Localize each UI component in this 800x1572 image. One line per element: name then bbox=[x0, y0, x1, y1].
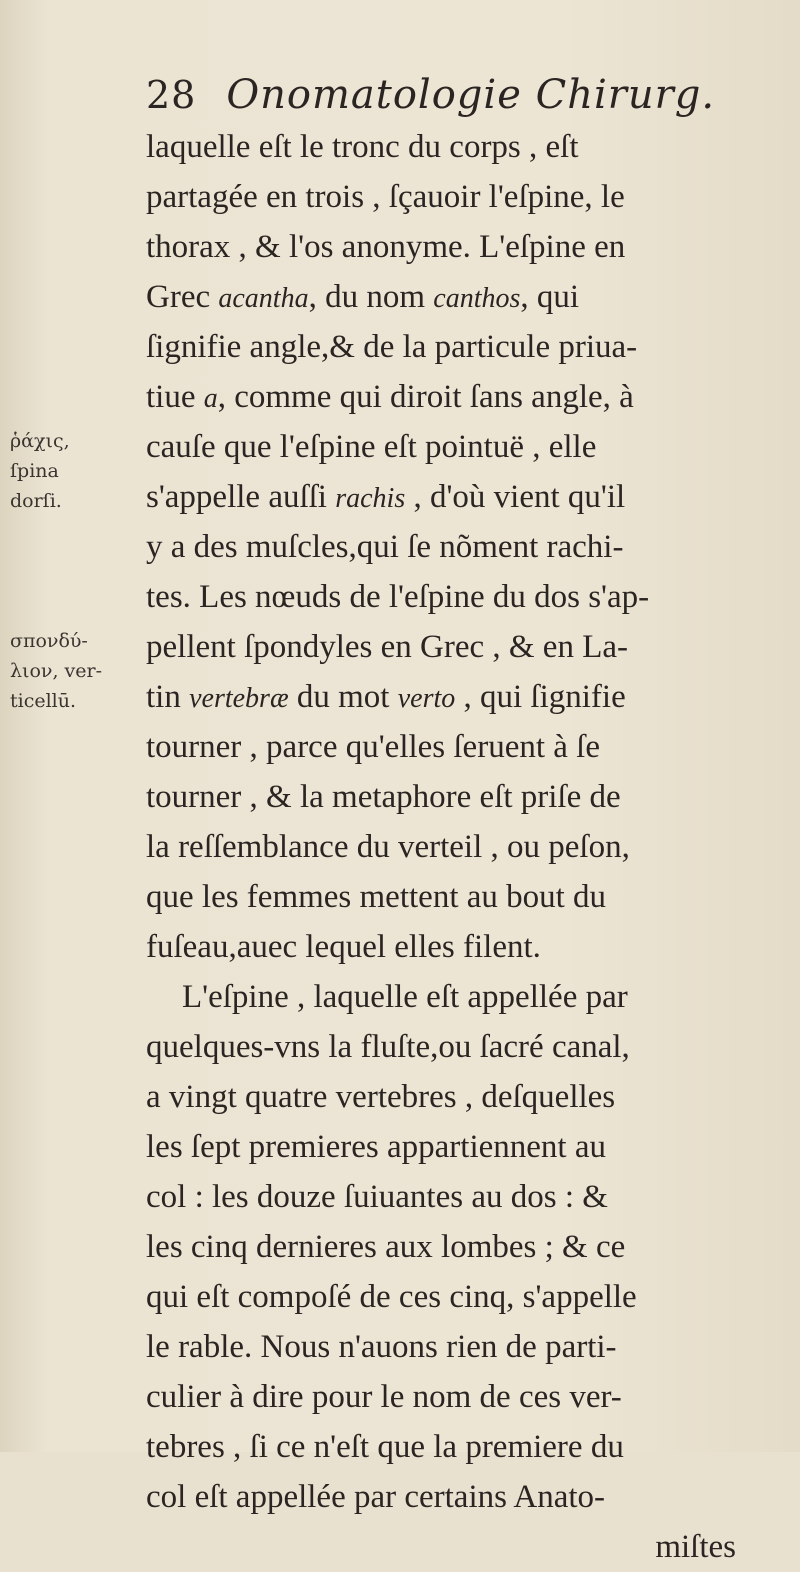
text-run: le rable. Nous n'auons rien de parti- bbox=[146, 1329, 617, 1365]
text-line bbox=[146, 1072, 746, 1122]
text-run: col : les douze ſuiuantes au dos : & bbox=[146, 1179, 608, 1215]
text-line bbox=[146, 1122, 746, 1172]
text-line bbox=[146, 122, 746, 172]
text-line bbox=[146, 1172, 746, 1222]
italic-term: canthos bbox=[433, 283, 521, 314]
text-run: tourner , & la metaphore eſt priſe de bbox=[146, 779, 621, 815]
text-run: qui eſt compoſé de ces cinq, s'appelle bbox=[146, 1279, 637, 1315]
text-line bbox=[146, 522, 746, 572]
text-line bbox=[146, 272, 746, 322]
text-run: L'eſpine , laquelle eſt appellée par bbox=[182, 979, 628, 1015]
text-run: , comme qui diroit ſans angle, à bbox=[217, 379, 634, 415]
text-run: culier à dire pour le nom de ces ver- bbox=[146, 1379, 622, 1415]
text-run: s'appelle auſſi bbox=[146, 479, 336, 515]
text-run: tin bbox=[146, 679, 190, 715]
text-line bbox=[146, 772, 746, 822]
text-line bbox=[146, 672, 746, 722]
margin-note-line: ticellū. bbox=[10, 690, 77, 712]
text-run: y a des muſcles,qui ſe nõment rachi- bbox=[146, 529, 624, 565]
text-run: les ſept premieres appartiennent au bbox=[146, 1129, 606, 1165]
text-line bbox=[146, 1022, 746, 1072]
text-run: du mot bbox=[288, 679, 398, 715]
text-run: tebres , ſi ce n'eſt que la premiere du bbox=[146, 1429, 624, 1465]
text-line bbox=[146, 572, 746, 622]
margin-note-line: σπονδύ- bbox=[10, 630, 88, 652]
text-line bbox=[146, 1272, 746, 1322]
text-line bbox=[146, 1472, 746, 1522]
text-line bbox=[146, 372, 746, 422]
text-run: cauſe que l'eſpine eſt pointuë , elle bbox=[146, 429, 597, 465]
text-run: , qui bbox=[520, 279, 580, 315]
text-run: , du nom bbox=[308, 279, 434, 315]
text-run: fuſeau,auec lequel elles filent. bbox=[146, 929, 541, 965]
margin-note-line: ῥάχις, bbox=[10, 430, 70, 452]
text-line bbox=[146, 1322, 746, 1372]
text-line bbox=[146, 922, 746, 972]
text-run: que les femmes mettent au bout du bbox=[146, 879, 607, 915]
text-line bbox=[146, 1422, 746, 1472]
text-line bbox=[146, 322, 746, 372]
text-line bbox=[146, 1372, 746, 1422]
text-line bbox=[146, 1522, 746, 1572]
text-run: a vingt quatre vertebres , deſquelles bbox=[146, 1079, 616, 1115]
margin-note-spondylion bbox=[10, 626, 130, 716]
text-run: les cinq dernieres aux lombes ; & ce bbox=[146, 1229, 626, 1265]
italic-term: acantha bbox=[218, 283, 309, 314]
margin-note-line: dorſi. bbox=[10, 490, 62, 512]
text-line bbox=[146, 422, 746, 472]
text-line bbox=[146, 472, 746, 522]
text-run: tiue bbox=[146, 379, 204, 415]
page-number: 28 bbox=[146, 73, 197, 117]
text-line bbox=[146, 722, 746, 772]
text-run: ſignifie angle,& de la particule priua- bbox=[146, 329, 638, 365]
text-line bbox=[146, 172, 746, 222]
italic-term: vertebræ bbox=[189, 683, 289, 714]
italic-term: verto bbox=[397, 683, 456, 714]
margin-note-line: ſpina bbox=[10, 460, 59, 482]
text-line bbox=[146, 1222, 746, 1272]
text-run: miſtes bbox=[655, 1529, 736, 1565]
text-run: thorax , & l'os anonyme. L'eſpine en bbox=[146, 229, 626, 265]
text-line bbox=[146, 872, 746, 922]
margin-note-line: λιον, ver- bbox=[10, 660, 103, 682]
text-line bbox=[146, 622, 746, 672]
text-run: tourner , parce qu'elles ſeruent à ſe bbox=[146, 729, 600, 765]
text-run: la reſſemblance du verteil , ou peſon, bbox=[146, 829, 630, 865]
text-run: partagée en trois , ſçauoir l'eſpine, le bbox=[146, 179, 625, 215]
text-run: quelques-vns la fluſte,ou ſacré canal, bbox=[146, 1029, 630, 1065]
running-title: Onomatologie Chirurg. bbox=[226, 72, 716, 118]
text-line bbox=[146, 822, 746, 872]
italic-term: a bbox=[203, 383, 218, 414]
text-run: Grec bbox=[146, 279, 219, 315]
text-run: tes. Les nœuds de l'eſpine du dos s'ap- bbox=[146, 579, 650, 615]
text-line bbox=[146, 972, 746, 1022]
text-run: col eſt appellée par certains Anato- bbox=[146, 1479, 606, 1515]
text-run: , d'où vient qu'il bbox=[405, 479, 626, 515]
text-run: pellent ſpondyles en Grec , & en La- bbox=[146, 629, 628, 665]
margin-note-rachis bbox=[10, 426, 130, 516]
body-text bbox=[146, 122, 746, 1572]
text-line bbox=[146, 222, 746, 272]
text-run: laquelle eſt le tronc du corps , eſt bbox=[146, 129, 579, 165]
italic-term: rachis bbox=[335, 483, 406, 514]
text-run: , qui ſignifie bbox=[455, 679, 626, 715]
